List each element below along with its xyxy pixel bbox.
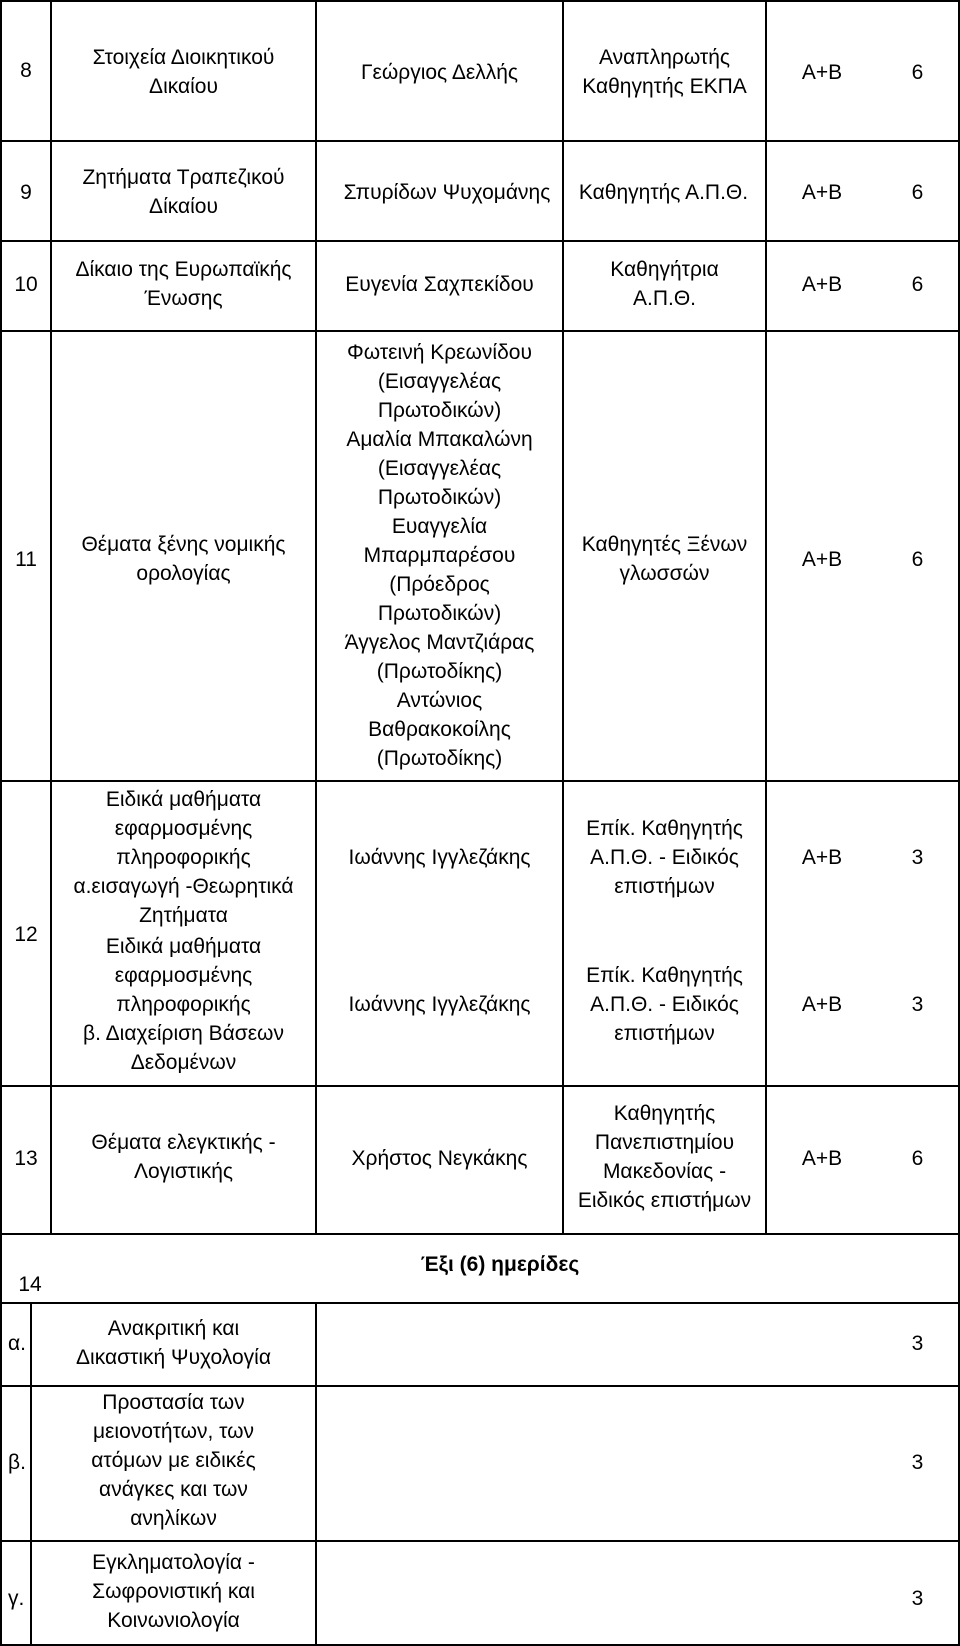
course-subject: Εγκληματολογία - Σωφρονιστική και Κοινωνιολογία — [92, 1551, 255, 1632]
course-subject: Στοιχεία Διοικητικού Δικαίου — [92, 46, 275, 98]
course-hours: 3 — [911, 1332, 924, 1355]
course-hours: 6 — [911, 273, 924, 296]
instructor-name: Ιωάννης Ιγγλεζάκης — [348, 993, 531, 1016]
section-heading: Έξι (6) ημερίδες — [420, 1253, 580, 1276]
course-subject: Θέματα ξένης νομικής ορολογίας — [81, 533, 286, 585]
instructor-name: Ιωάννης Ιγγλεζάκης — [348, 846, 531, 869]
instructor-name: Ευγενία Σαχπεκίδου — [345, 273, 534, 296]
course-subject: Ανακριτική και Δικαστική Ψυχολογία — [76, 1317, 271, 1369]
course-group: Α+Β — [801, 273, 843, 296]
instructor-name: Γεώργιος Δελλής — [360, 61, 519, 84]
course-subject: Ειδικά μαθήματα εφαρμοσμένης πληροφορικής β. Διαχείριση Βάσεων Δεδομένων — [83, 935, 284, 1074]
course-hours: 3 — [911, 846, 924, 869]
course-subject: Ειδικά μαθήματα εφαρμοσμένης πληροφορικής α.εισαγωγή -Θεωρητικά Ζητήματα — [73, 788, 294, 927]
course-subject: Θέματα ελεγκτικής - Λογιστικής — [91, 1131, 276, 1183]
instructor-name: Χρήστος Νεγκάκης — [351, 1147, 528, 1170]
instructor-title: Επίκ. Καθηγητής Α.Π.Θ. - Ειδικός επιστήμων — [586, 817, 743, 898]
instructor-title: Επίκ. Καθηγητής Α.Π.Θ. - Ειδικός επιστήμων — [586, 964, 743, 1045]
course-group: Α+Β — [801, 1147, 843, 1170]
item-letter: α. — [8, 1332, 26, 1355]
row-number: 9 — [20, 181, 32, 204]
course-hours: 3 — [911, 1587, 924, 1610]
instructor-title: Καθηγητές Ξένων γλωσσών — [581, 533, 748, 585]
row-number: 11 — [15, 548, 37, 571]
course-group: Α+Β — [801, 181, 843, 204]
course-group: Α+Β — [801, 846, 843, 869]
course-group: Α+Β — [801, 548, 843, 571]
row-number: 12 — [14, 923, 38, 946]
instructor-title: Αναπληρωτής Καθηγητής ΕΚΠΑ — [582, 46, 747, 98]
instructor-title: Καθηγήτρια Α.Π.Θ. — [610, 258, 719, 310]
row-number: 8 — [20, 59, 32, 82]
instructor-title: Καθηγητής Πανεπιστημίου Μακεδονίας - Ειδικός επιστήμων — [577, 1102, 752, 1212]
course-group: Α+Β — [801, 61, 843, 84]
course-hours: 6 — [911, 61, 924, 84]
course-hours: 6 — [911, 548, 924, 571]
course-hours: 3 — [911, 1451, 924, 1474]
instructor-name: Φωτεινή Κρεωνίδου (Εισαγγελέας Πρωτοδικών) Αμαλία Μπακαλώνη (Εισαγγελέας Πρωτοδικών) Ευαγγελία Μπαρμπαρέσου (Πρόεδρος Πρωτοδικών) Άγγελος Μαντζιάρας (Πρωτοδίκης) Αντώνιος Βαθρακοκοίλης (Πρωτοδίκης) — [344, 341, 535, 770]
instructor-name: Σπυρίδων Ψυχομάνης — [343, 181, 551, 204]
row-number: 10 — [14, 273, 38, 296]
course-hours: 6 — [911, 181, 924, 204]
course-hours: 6 — [911, 1147, 924, 1170]
instructor-title: Καθηγητής Α.Π.Θ. — [578, 181, 749, 204]
course-group: Α+Β — [801, 993, 843, 1016]
course-subject: Δίκαιο της Ευρωπαϊκής Ένωσης — [75, 258, 292, 310]
course-subject: Ζητήματα Τραπεζικού Δίκαίου — [82, 166, 285, 218]
course-subject: Προστασία των μειονοτήτων, των ατόμων με ειδικές ανάγκες και των ανηλίκων — [91, 1391, 256, 1530]
row-number: 13 — [14, 1147, 38, 1170]
item-letter: β. — [8, 1451, 26, 1474]
course-hours: 3 — [911, 993, 924, 1016]
item-letter: γ. — [8, 1587, 25, 1610]
row-number: 14 — [18, 1273, 42, 1296]
